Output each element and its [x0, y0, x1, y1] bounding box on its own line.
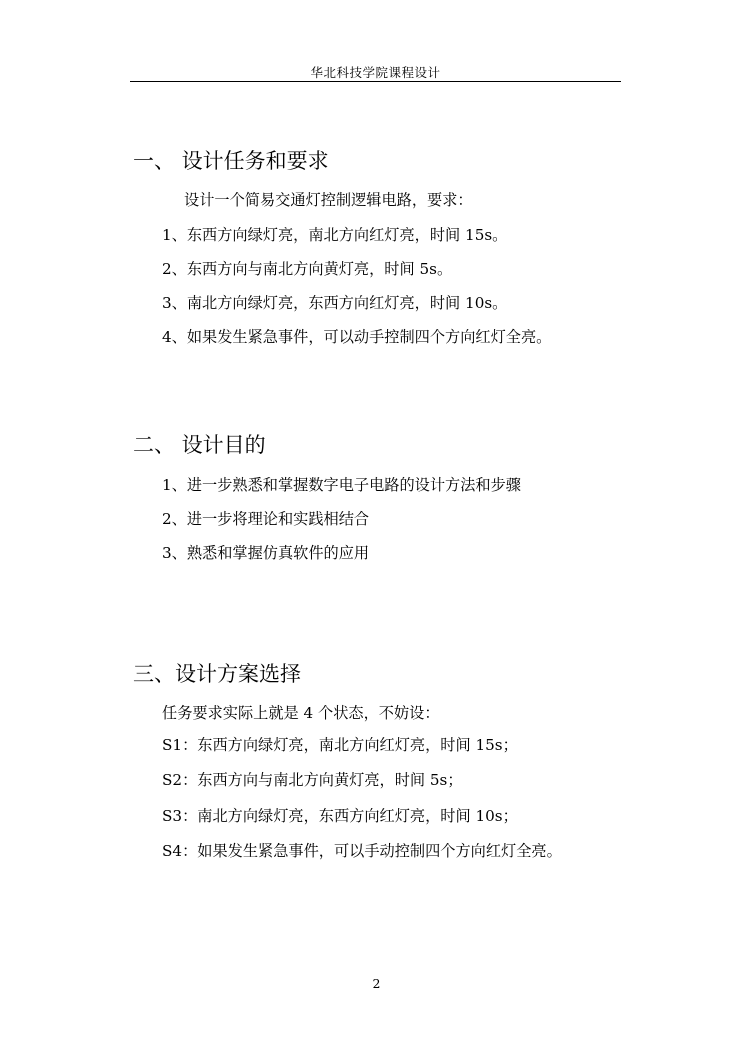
section-line: S1：东西方向绿灯亮，南北方向红灯亮，时间 15s； [162, 736, 518, 754]
section-line: 1、东西方向绿灯亮，南北方向红灯亮，时间 15s。 [162, 226, 508, 244]
section-heading-requirements: 一、 设计任务和要求 [133, 149, 329, 173]
section-line: 任务要求实际上就是 4 个状态，不妨设： [162, 704, 440, 722]
section-line: S3：南北方向绿灯亮，东西方向红灯亮，时间 10s； [162, 807, 518, 825]
section-heading-scheme: 三、设计方案选择 [133, 662, 301, 686]
section-line: 3、南北方向绿灯亮，东西方向红灯亮，时间 10s。 [162, 294, 508, 312]
section-line: 3、熟悉和掌握仿真软件的应用 [162, 544, 370, 562]
section-line: 2、东西方向与南北方向黄灯亮，时间 5s。 [162, 260, 453, 278]
section-line: 2、进一步将理论和实践相结合 [162, 510, 370, 528]
section-line: S2：东西方向与南北方向黄灯亮，时间 5s； [162, 771, 463, 789]
page-header-title: 华北科技学院课程设计 [310, 65, 441, 80]
header-divider [130, 81, 621, 82]
section-heading-purpose: 二、 设计目的 [133, 433, 266, 457]
page-number: 2 [372, 976, 381, 991]
section-line: 设计一个简易交通灯控制逻辑电路，要求： [184, 191, 473, 209]
section-line: 1、进一步熟悉和掌握数字电子电路的设计方法和步骤 [162, 476, 521, 494]
section-line: S4：如果发生紧急事件，可以手动控制四个方向红灯全亮。 [162, 842, 562, 860]
section-line: 4、如果发生紧急事件，可以动手控制四个方向红灯全亮。 [162, 328, 552, 346]
